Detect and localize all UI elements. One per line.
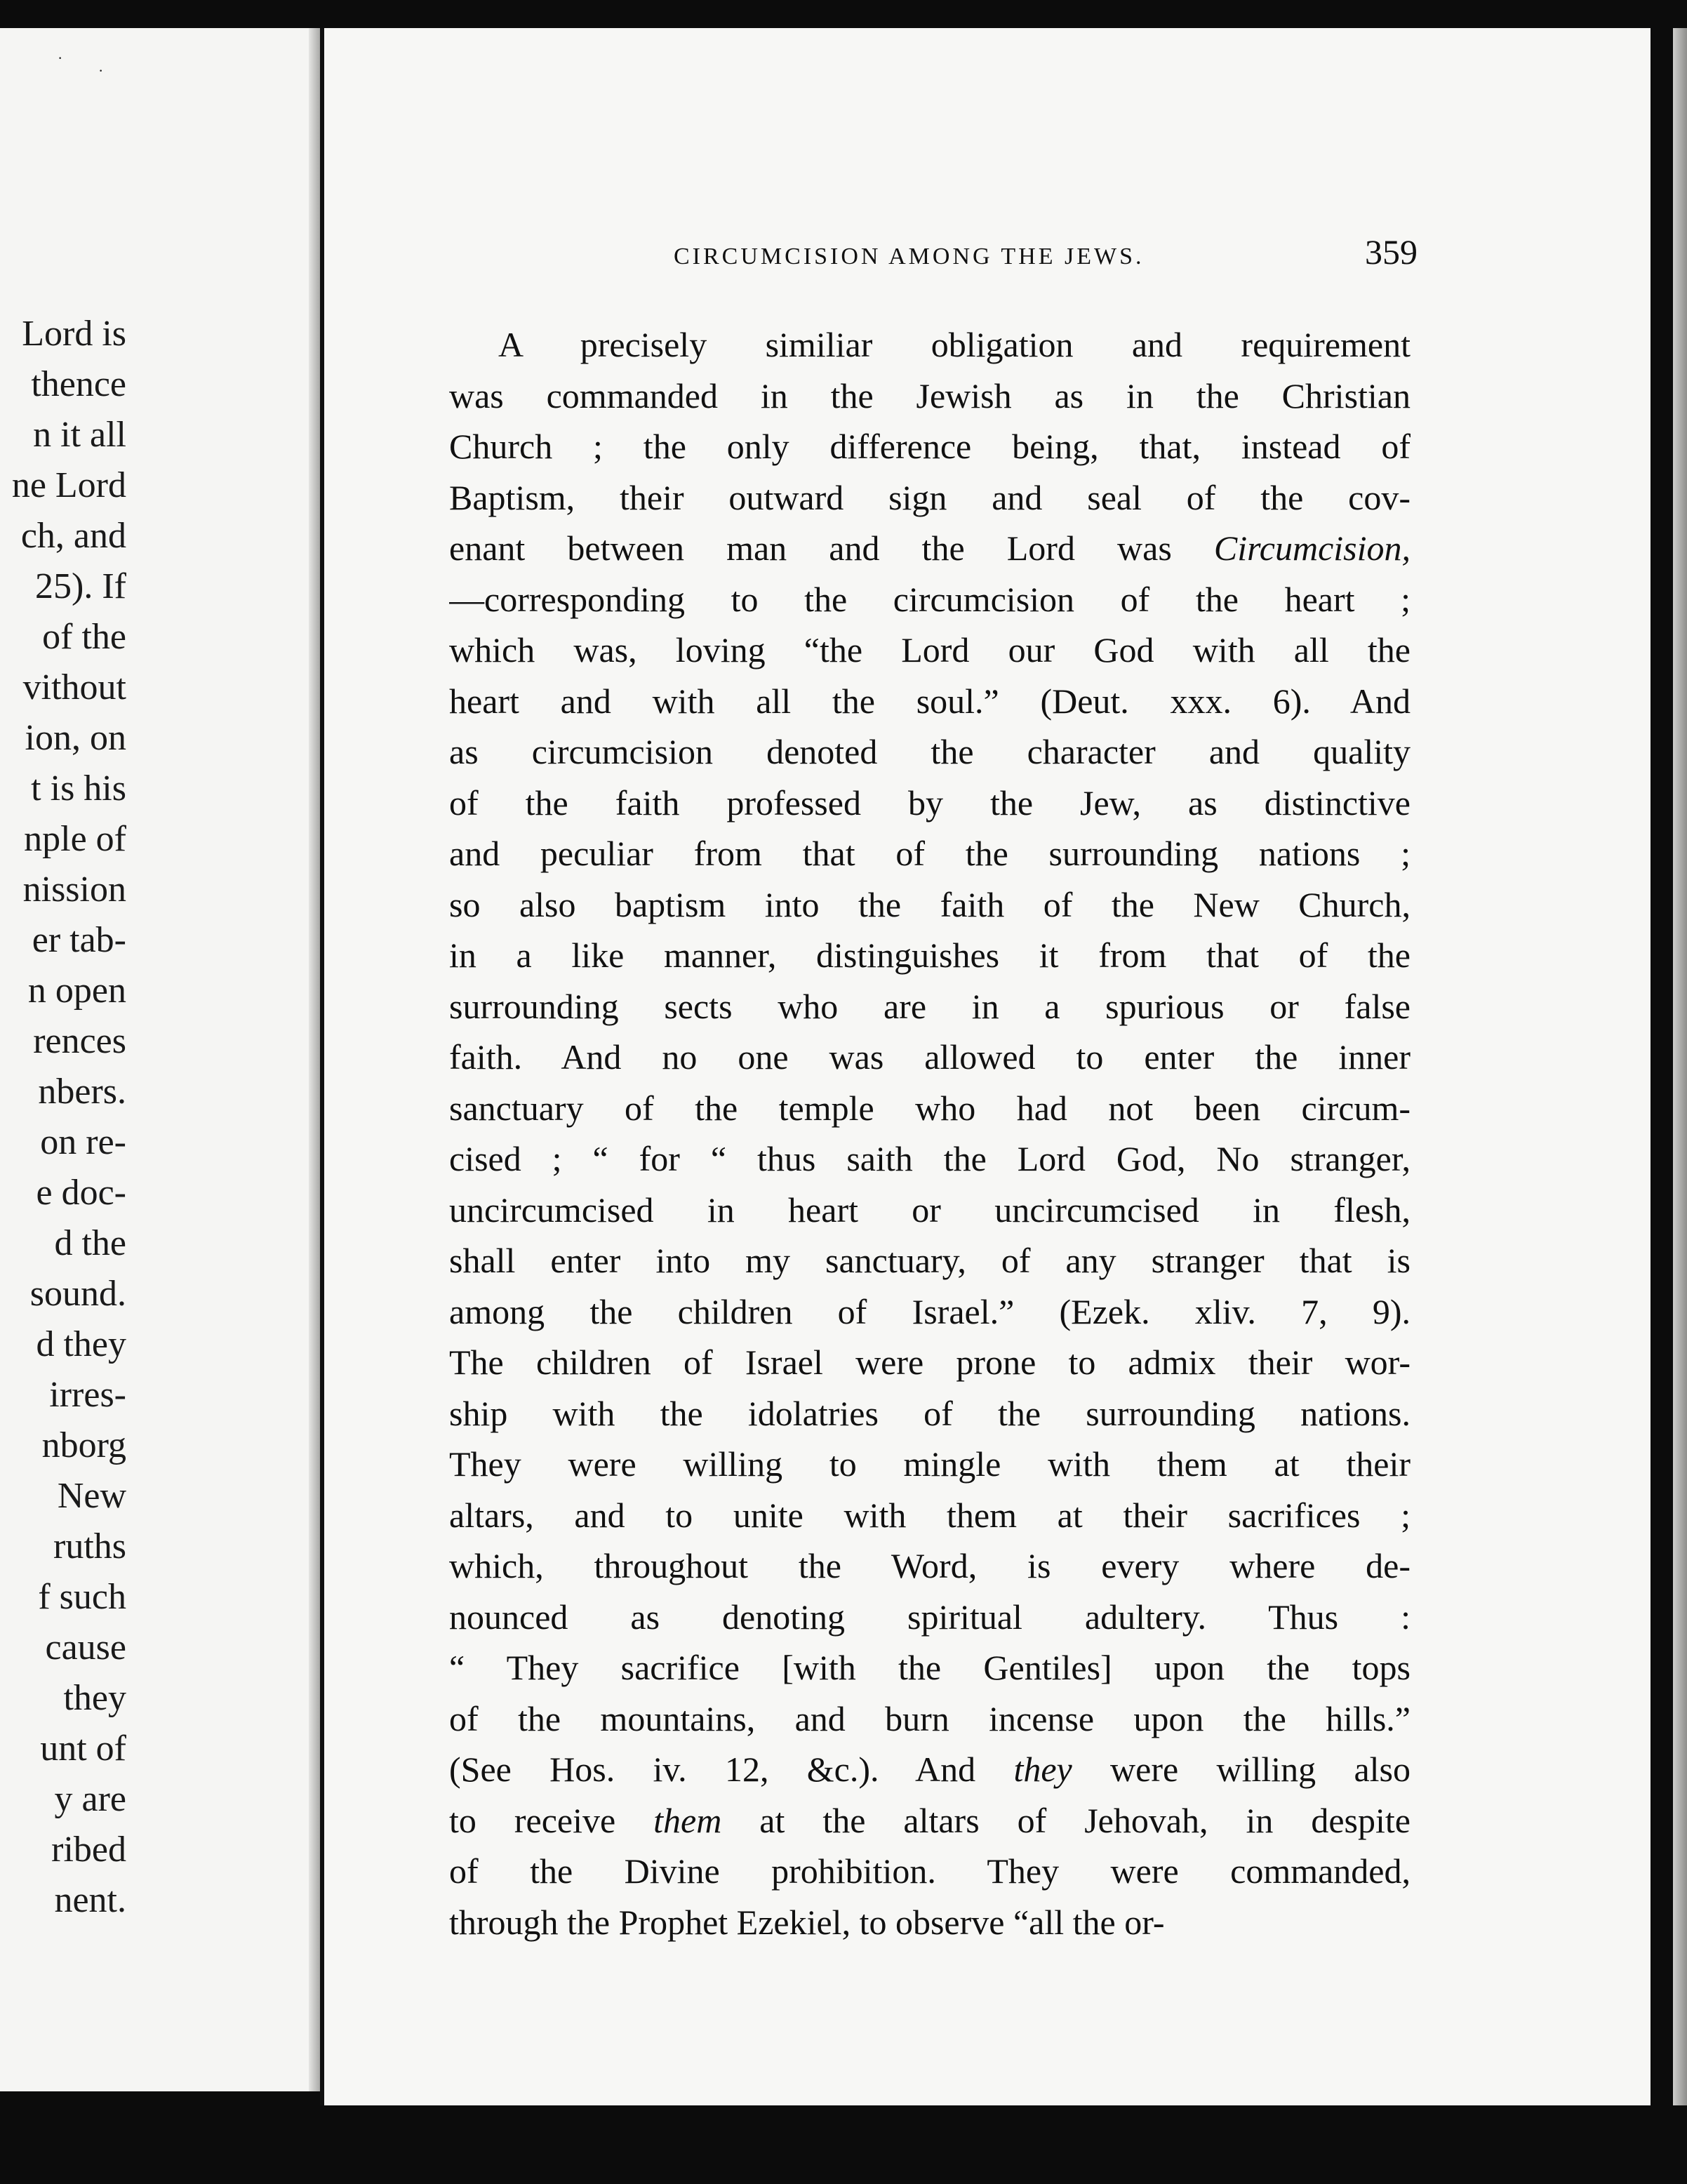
text-segment: were willing also — [1072, 1750, 1411, 1789]
text-segment: (See Hos. iv. 12, &c.). And — [449, 1750, 1014, 1789]
text-line: among the children of Israel.” (Ezek. xliv. 7, 9). — [449, 1291, 1411, 1331]
text-line: of the mountains, and burn incense upon the hills.” — [449, 1698, 1411, 1738]
ink-speck: · — [98, 62, 104, 79]
text-line: through the Prophet Ezekiel, to observe “all the or- — [449, 1902, 1165, 1942]
left-page-line: 25). If — [35, 566, 126, 606]
left-page-line: New — [57, 1476, 126, 1516]
text-line — [449, 1795, 1411, 1846]
text-line: Church ; the only difference being, that, instead of — [449, 427, 1411, 466]
left-page — [0, 28, 309, 2091]
left-page-line: nbers. — [38, 1072, 126, 1112]
left-page-line: of the — [42, 617, 126, 657]
text-segment: enant between man and the Lord was — [449, 528, 1214, 568]
left-page-line: y are — [54, 1779, 126, 1819]
text-line: shall enter into my sanctuary, of any stranger that is — [449, 1241, 1411, 1280]
left-page-line: they — [63, 1678, 126, 1718]
left-page-line: nborg — [41, 1425, 126, 1465]
text-line: of the Divine prohibition. They were commanded, — [449, 1851, 1411, 1891]
left-page-line: irres- — [49, 1375, 126, 1415]
left-page-line: unt of — [40, 1729, 126, 1769]
left-page-line: rences — [33, 1021, 126, 1061]
left-page-line: ch, and — [20, 516, 126, 556]
italic-text: Circumcision, — [1213, 528, 1411, 568]
text-line — [449, 1744, 1411, 1795]
text-line: which was, loving “the Lord our God with all the — [449, 630, 1411, 670]
text-line: —corresponding to the circumcision of the heart ; — [449, 579, 1411, 619]
text-segment: at the altars of Jehovah, in despite — [721, 1800, 1411, 1840]
left-page-line: thence — [31, 364, 126, 404]
text-line: ship with the idolatries of the surrounding nations. — [449, 1393, 1411, 1433]
left-page-line: t is his — [31, 768, 126, 808]
text-segment: to receive — [449, 1800, 654, 1840]
text-line — [449, 523, 1411, 574]
text-line: so also baptism into the faith of the New Church, — [449, 884, 1411, 924]
text-line: altars, and to unite with them at their sacrifices ; — [449, 1495, 1411, 1535]
text-line: sanctuary of the temple who had not been circum- — [449, 1088, 1411, 1128]
text-line: heart and with all the soul.” (Deut. xxx. 6). And — [449, 681, 1411, 721]
text-line: in a like manner, distinguishes it from that of the — [449, 935, 1411, 975]
text-line: of the faith professed by the Jew, as distinctive — [449, 783, 1411, 823]
text-line: which, throughout the Word, is every where de- — [449, 1546, 1411, 1585]
text-line: A precisely similiar obligation and requirement — [498, 325, 1411, 364]
left-page-line: cause — [45, 1627, 126, 1667]
left-page-line: n it all — [33, 415, 126, 455]
left-page-line: on re- — [40, 1122, 126, 1162]
text-line: faith. And no one was allowed to enter the inner — [449, 1037, 1411, 1077]
left-page-line: nent. — [54, 1880, 126, 1920]
left-page-line: ribed — [51, 1830, 126, 1870]
left-page-line: er tab- — [32, 920, 126, 960]
body-text — [449, 319, 1411, 1947]
left-page-line: nple of — [24, 819, 126, 859]
left-page-line: d they — [36, 1324, 126, 1364]
left-page-line: ne Lord — [11, 465, 126, 505]
text-line: was commanded in the Jewish as in the Christian — [449, 375, 1411, 415]
left-page-line: d the — [54, 1223, 126, 1263]
running-title: CIRCUMCISION AMONG THE JEWS. — [674, 244, 1145, 269]
page-edge — [1673, 28, 1687, 2105]
left-page-line: ruths — [53, 1526, 126, 1566]
text-line: nounced as denoting spiritual adultery. Thus : — [449, 1597, 1411, 1637]
running-head — [351, 232, 1418, 272]
left-page-line: n open — [27, 971, 126, 1011]
text-line: surrounding sects who are in a spurious or false — [449, 986, 1411, 1026]
left-page-line: ion, on — [25, 718, 126, 758]
left-page-line: sound. — [29, 1274, 126, 1314]
italic-text: they — [1013, 1750, 1072, 1789]
text-line: The children of Israel were prone to admix their wor- — [449, 1343, 1411, 1382]
text-line: and peculiar from that of the surrounding nations ; — [449, 834, 1411, 873]
text-line: uncircumcised in heart or uncircumcised in flesh, — [449, 1190, 1411, 1230]
left-page-line: e doc- — [36, 1173, 126, 1213]
left-page-text — [0, 309, 126, 1926]
text-line: They were willing to mingle with them at their — [449, 1444, 1411, 1484]
page-number: 359 — [1365, 232, 1418, 272]
left-page-line: Lord is — [22, 314, 126, 354]
text-line: cised ; “ for “ thus saith the Lord God, No stranger, — [449, 1139, 1411, 1178]
left-page-line: vithout — [22, 667, 126, 707]
text-line: “ They sacrifice [with the Gentiles] upon the tops — [449, 1648, 1411, 1687]
ink-speck: · — [58, 49, 63, 67]
left-page-line: nission — [22, 870, 126, 910]
left-page-line: f such — [38, 1577, 126, 1617]
text-line: as circumcision denoted the character and quality — [449, 732, 1411, 771]
text-line: Baptism, their outward sign and seal of the cov- — [449, 477, 1411, 517]
italic-text: them — [653, 1800, 722, 1840]
